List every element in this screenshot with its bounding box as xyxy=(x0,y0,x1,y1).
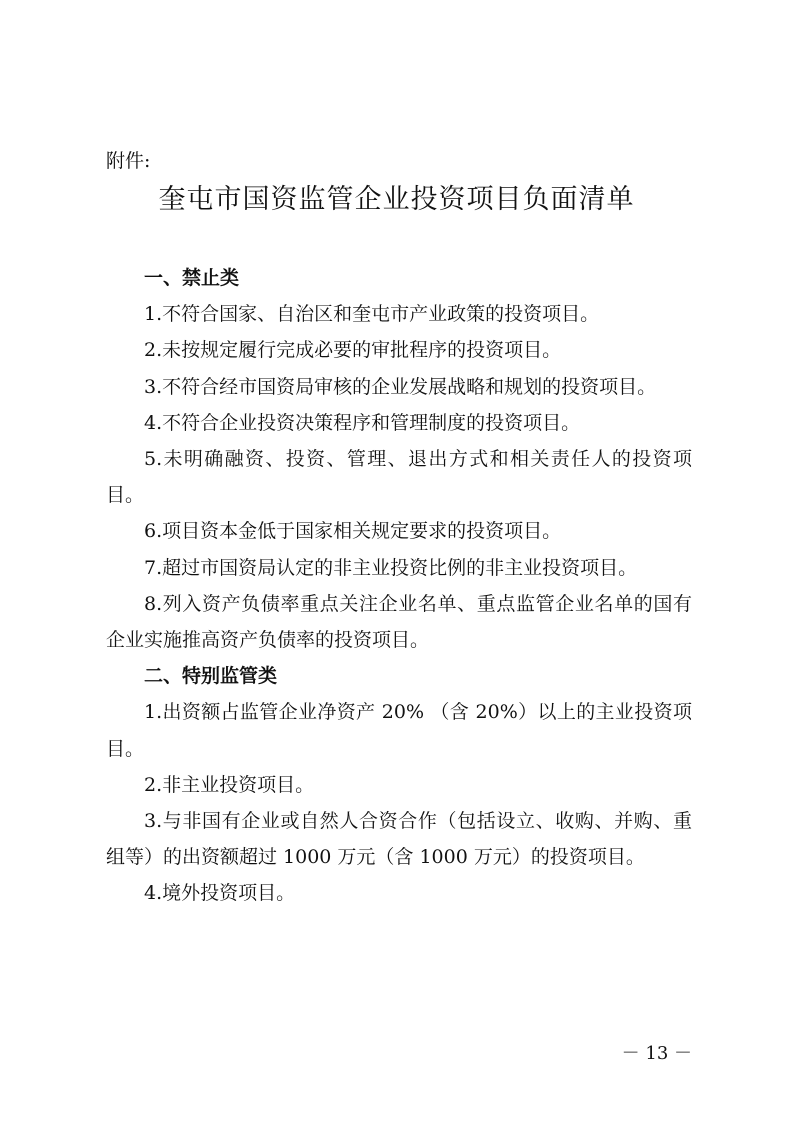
list-item: 5.未明确融资、投资、管理、退出方式和相关责任人的投资项目。 xyxy=(106,448,692,507)
section-heading-prohibited: 一、禁止类 xyxy=(144,267,240,289)
list-item: 3.不符合经市国资局审核的企业发展战略和规划的投资项目。 xyxy=(144,375,657,398)
section-heading-special-supervision: 二、特别监管类 xyxy=(144,665,278,688)
list-item: 1.不符合国家、自治区和奎屯市产业政策的投资项目。 xyxy=(144,303,600,326)
list-item: 7.超过市国资局认定的非主业投资比例的非主业投资项目。 xyxy=(144,556,638,579)
list-item: 8.列入资产负债率重点关注企业名单、重点监管企业名单的国有企业实施推高资产负债率的投资项目。 xyxy=(106,592,692,652)
list-item: 3.与非国有企业或自然人合资合作（包括设立、收购、并购、重组等）的出资额超过 1000 万元（含 1000 万元）的投资项目。 xyxy=(106,810,692,869)
page-number: － 13 － xyxy=(621,1043,692,1064)
list-item: 1.出资额占监管企业净资产 20% （含 20%）以上的主业投资项目。 xyxy=(106,701,692,760)
list-item: 6.项目资本金低于国家相关规定要求的投资项目。 xyxy=(144,520,562,543)
list-item: 4.不符合企业投资决策程序和管理制度的投资项目。 xyxy=(144,411,581,434)
document-body xyxy=(106,260,692,912)
document-title: 奎屯市国资监管企业投资项目负面清单 xyxy=(158,184,635,215)
list-item: 4.境外投资项目。 xyxy=(144,882,296,905)
attachment-label: 附件: xyxy=(106,150,151,172)
list-item: 2.未按规定履行完成必要的审批程序的投资项目。 xyxy=(144,339,562,362)
list-item: 2.非主业投资项目。 xyxy=(144,773,315,796)
